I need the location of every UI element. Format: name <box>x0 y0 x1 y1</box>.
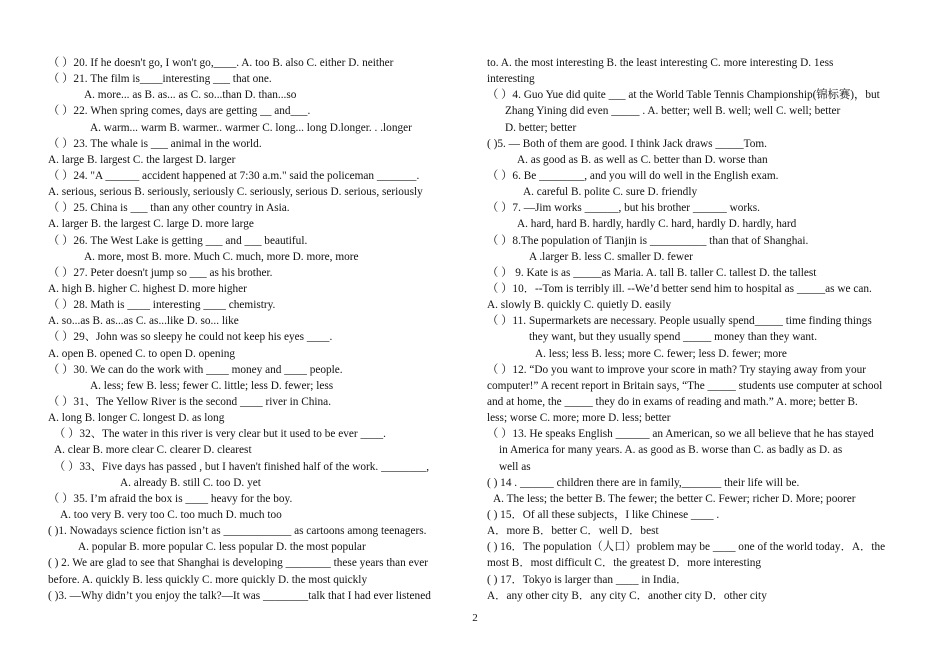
question-line: A. warm... warm B. warmer.. warmer C. long... long D.longer. . .longer <box>90 121 412 134</box>
question-line: （ ）23. The whale is ___ animal in the world. <box>48 137 262 150</box>
question-line: A. so...as B. as...as C. as...like D. so... like <box>48 315 239 328</box>
question-line: most B．most difficult C．the greatest D．more interesting <box>487 557 762 570</box>
question-line: A．more B．better C．well D．best <box>487 525 659 538</box>
question-line: （ ） 9. Kate is as _____as Maria. A. tall B. taller C. tallest D. the tallest <box>487 266 817 279</box>
question-line: （ ）7. —Jim works ______, but his brother ______ works. <box>487 202 761 215</box>
question-line: interesting <box>487 73 535 86</box>
left-column <box>48 55 468 604</box>
question-line: （ ）26. The West Lake is getting ___ and ___ beautiful. <box>48 234 308 247</box>
question-line: A．any other city B．any city C．another city D．other city <box>487 589 767 602</box>
question-line: （ ）30. We can do the work with ____ money and ____ people. <box>48 363 343 376</box>
question-line: （ ）22. When spring comes, days are getting __ and___. <box>48 105 311 118</box>
question-line: less; worse C. more; more D. less; better <box>487 412 671 425</box>
question-line: A. clear B. more clear C. clearer D. clearest <box>54 444 252 457</box>
question-line: A. less; less B. less; more C. fewer; less D. fewer; more <box>535 347 787 360</box>
question-line: A. slowly B. quickly C. quietly D. easily <box>487 299 672 312</box>
question-line: ( ) 2. We are glad to see that Shanghai is developing ________ these years than ever <box>48 557 429 570</box>
question-line: （ ）25. China is ___ than any other country in Asia. <box>48 202 290 215</box>
question-line: （ ）32、The water in this river is very clear but it used to be ever ____. <box>54 428 386 441</box>
question-line: A. more... as B. as... as C. so...than D. than...so <box>84 89 297 102</box>
question-line: A. as good as B. as well as C. better than D. worse than <box>517 153 768 166</box>
question-line: ( )3. —Why didn’t you enjoy the talk?—It was ________talk that I had ever listened <box>48 589 431 602</box>
question-line: and at home, the _____ they do in exams of reading and math.” A. more; better B. <box>487 395 858 408</box>
question-line: （ ）11. Supermarkets are necessary. People usually spend_____ time finding things <box>487 315 872 328</box>
question-line: ( ) 17．Tokyo is larger than ____ in India． <box>487 573 688 586</box>
question-line: （ ）20. If he doesn't go, I won't go,____. A. too B. also C. either D. neither <box>48 57 394 69</box>
question-line: well as <box>499 460 531 473</box>
question-line: （ ）10．--Tom is terribly ill. --We’d better send him to hospital as _____as we can. <box>487 282 872 295</box>
question-line: （ ）13. He speaks English ______ an American, so we all believe that he has stayed <box>487 428 874 441</box>
question-line: A. open B. opened C. to open D. opening <box>48 347 235 360</box>
question-line: A. serious, serious B. seriously, seriously C. seriously, serious D. serious, seriously <box>48 186 423 199</box>
question-line: （ ）33、Five days has passed , but I haven't finished half of the work. ________, <box>54 460 430 473</box>
question-line: ( ) 16．The population（人口）problem may be ____ one of the world today．A．the <box>487 541 886 554</box>
question-line: （ ）35. I’m afraid the box is ____ heavy for the boy. <box>48 492 293 505</box>
question-line: （ ）24. "A ______ accident happened at 7:30 a.m." said the policeman _______. <box>48 169 420 182</box>
question-line: A. more, most B. more. Much C. much, more D. more, more <box>84 250 359 263</box>
question-line: computer!” A recent report in Britain says, “The _____ students use computer at school <box>487 379 883 392</box>
question-line: ( ) 15．Of all these subjects，I like Chinese ____ . <box>487 508 720 521</box>
question-line: A. long B. longer C. longest D. as long <box>48 412 225 425</box>
question-line: （ ）4. Guo Yue did quite ___ at the World Table Tennis Championship(锦标赛)，but <box>487 89 880 102</box>
question-line: ( )1. Nowadays science fiction isn’t as ____________ as cartoons among teenagers. <box>48 525 427 538</box>
question-line: A. larger B. the largest C. large D. more large <box>48 218 254 231</box>
question-line: （ ）12. “Do you want to improve your score in math? Try staying away from your <box>487 363 867 376</box>
question-line: A. popular B. more popular C. less popular D. the most popular <box>78 541 366 554</box>
question-line: （ ）29、John was so sleepy he could not keep his eyes ____. <box>48 331 333 344</box>
question-line: ( )5. — Both of them are good. I think Jack draws _____Tom. <box>487 137 768 150</box>
question-line: they want, but they usually spend _____ money than they want. <box>529 331 818 344</box>
page-number: 2 <box>472 612 478 624</box>
question-line: A. high B. higher C. highest D. more higher <box>48 282 247 295</box>
question-line: in America for many years. A. as good as B. worse than C. as badly as D. as <box>499 444 843 457</box>
question-line: （ ）31、The Yellow River is the second ____ river in China. <box>48 395 332 408</box>
question-line: A. careful B. polite C. sure D. friendly <box>523 186 698 199</box>
question-line: （ ）21. The film is____interesting ___ that one. <box>48 73 272 86</box>
question-line: A. less; few B. less; fewer C. little; less D. fewer; less <box>90 379 334 392</box>
question-line: before. A. quickly B. less quickly C. more quickly D. the most quickly <box>48 573 368 586</box>
question-line: A. too very B. very too C. too much D. much too <box>60 508 282 521</box>
question-line: A .larger B. less C. smaller D. fewer <box>529 250 693 263</box>
question-line: （ ）28. Math is ____ interesting ____ chemistry. <box>48 299 276 312</box>
question-line: Zhang Yining did even _____ . A. better; well B. well; well C. well; better <box>505 105 841 118</box>
question-line: （ ）6. Be ________, and you will do well in the English exam. <box>487 169 779 182</box>
question-line: （ ）8.The population of Tianjin is __________ than that of Shanghai. <box>487 234 809 247</box>
question-line: A. The less; the better B. The fewer; the better C. Fewer; richer D. More; poorer <box>493 492 856 505</box>
question-line: to. A. the most interesting B. the least interesting C. more interesting D. 1ess <box>487 57 834 69</box>
question-line: A. already B. still C. too D. yet <box>120 476 261 489</box>
question-line: ( ) 14 . ______ children there are in family,_______ their life will be. <box>487 476 800 489</box>
right-column <box>487 55 907 604</box>
question-line: A. large B. largest C. the largest D. larger <box>48 153 236 166</box>
question-line: （ ）27. Peter doesn't jump so ___ as his brother. <box>48 266 273 279</box>
question-line: A. hard, hard B. hardly, hardly C. hard, hardly D. hardly, hard <box>517 218 797 231</box>
question-line: D. better; better <box>505 121 577 134</box>
